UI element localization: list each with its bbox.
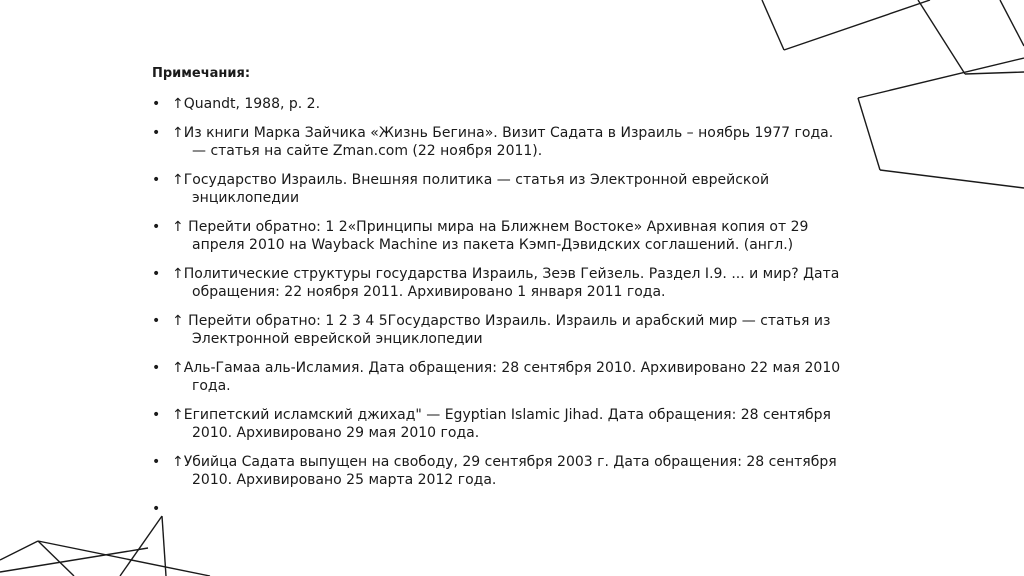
deco-line	[0, 548, 148, 572]
bullet-icon: •	[152, 360, 161, 376]
deco-line	[762, 0, 784, 50]
bullet-icon: •	[152, 125, 161, 141]
note-item	[152, 312, 842, 348]
deco-line	[965, 72, 1024, 74]
notes-list	[152, 95, 842, 518]
note-item	[152, 124, 842, 160]
note-text: ↑Из книги Марка Зайчика «Жизнь Бегина». Визит Садата в Израиль – ноябрь 1977 года. — статья на сайте Zman.com (22 ноября 2011).	[172, 125, 834, 159]
notes-section	[152, 66, 842, 529]
bullet-icon: •	[152, 407, 161, 423]
deco-line	[858, 98, 880, 170]
empty-note-item	[152, 500, 842, 518]
note-text: ↑ Перейти обратно: 1 2 3 4 5Государство Израиль. Израиль и арабский мир — статья из Электронной еврейской энциклопедии	[172, 313, 831, 347]
note-item	[152, 406, 842, 442]
deco-line	[1000, 0, 1024, 46]
note-text: ↑Аль-Гамаа аль-Исламия. Дата обращения: 28 сентября 2010. Архивировано 22 мая 2010 года.	[172, 360, 841, 394]
deco-line	[858, 58, 1024, 98]
note-text: ↑Quandt, 1988, p. 2.	[172, 96, 321, 112]
notes-heading: Примечания:	[152, 66, 251, 81]
note-text: ↑Политические структуры государства Израиль, Зеэв Гейзель. Раздел I.9. ... и мир? Дата обращения: 22 ноября 2011. Архивировано 1 января 2011 года.	[172, 266, 840, 300]
bullet-icon: •	[152, 313, 161, 329]
note-item	[152, 453, 842, 489]
bullet-icon: •	[152, 219, 161, 235]
bullet-icon: •	[152, 172, 161, 188]
deco-line	[0, 541, 38, 560]
deco-line	[784, 0, 930, 50]
deco-line	[38, 541, 74, 576]
bullet-icon: •	[152, 96, 161, 112]
note-text: ↑Убийца Садата выпущен на свободу, 29 сентября 2003 г. Дата обращения: 28 сентября 2010. Архивировано 25 марта 2012 года.	[172, 454, 837, 488]
deco-line	[880, 170, 1024, 188]
bullet-icon: •	[152, 454, 161, 470]
note-item	[152, 171, 842, 207]
note-text: ↑ Перейти обратно: 1 2«Принципы мира на Ближнем Востоке» Архивная копия от 29 апреля 2010 на Wayback Machine из пакета Кэмп-Дэвидских соглашений. (англ.)	[172, 219, 809, 253]
note-item	[152, 359, 842, 395]
note-text: ↑Египетский исламский джихад" — Egyptian Islamic Jihad. Дата обращения: 28 сентября 2010. Архивировано 29 мая 2010 года.	[172, 407, 831, 441]
deco-line	[38, 541, 210, 576]
note-item	[152, 265, 842, 301]
deco-line	[918, 0, 965, 74]
note-item	[152, 95, 842, 113]
bullet-icon: •	[152, 266, 161, 282]
note-text: ↑Государство Израиль. Внешняя политика — статья из Электронной еврейской энциклопедии	[172, 172, 770, 206]
note-item	[152, 218, 842, 254]
bullet-icon: •	[152, 501, 161, 517]
